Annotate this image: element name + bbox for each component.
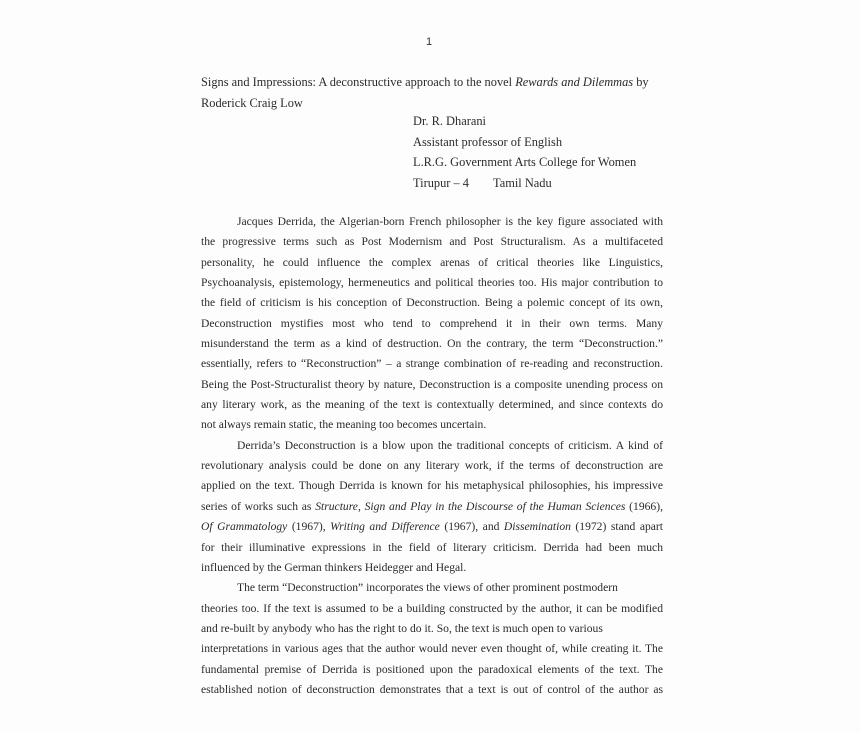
author-position: Assistant professor of English [413,134,563,149]
paragraph-1 [201,212,663,436]
text-line: revolutionary analysis could be done on any literary work, if the terms of deconstruction are [201,459,663,473]
text-line: for their illuminative expressions in the field of literary criticism. Derrida had been much [201,540,663,554]
paragraph-3 [201,578,663,700]
page-number: 1 [426,36,433,48]
author-block [413,111,636,193]
text-line: and re-built by anybody who has the right to do it. So, the text is much open to various [201,621,603,635]
text-line: The term “Deconstruction” incorporates the views of other prominent postmodern [237,581,618,595]
author-institution: L.R.G. Government Arts College for Women [413,155,637,169]
text-line: applied on the text. Though Derrida is known for his metaphysical philosophies, his impressive [201,479,663,493]
work-title: Of Grammatology [201,520,288,534]
text-line: Psychoanalysis, epistemology, hermeneutics and political theories too. His major contribution to [201,276,663,290]
document-title [201,72,671,113]
author-name: Dr. R. Dharani [413,114,486,128]
text-line: established notion of deconstruction demonstrates that a text is out of control of the author as [201,682,663,696]
text-fragment: (1967), [287,520,331,534]
paragraph-2 [201,436,663,578]
work-title: Writing and Difference [330,520,440,534]
work-title: Structure, Sign and Play in the Discourse of the Human Sciences [315,499,626,513]
author-city: Tirupur – 4 [413,175,469,190]
text-line: Being the Post-Structuralist theory by nature, Deconstruction is a composite unending process on [201,377,663,391]
text-line: any literary work, as the meaning of the text is contextually determined, and since contexts do [201,398,663,412]
title-novel-name: Rewards and Dilemmas [515,75,634,89]
text-fragment: series of works such as [201,499,316,513]
text-line: the progressive terms such as Post Modernism and Post Structuralism. As a multifaceted [201,235,663,249]
text-fragment: (1966), [625,499,663,513]
text-fragment: (1972) stand apart [570,520,663,534]
title-prefix: Signs and Impressions: A deconstructive approach to the novel [201,75,516,89]
text-line: misunderstand the term as a kind of destruction. On the contrary, the term “Deconstruction.” [201,337,663,351]
text-line: interpretations in various ages that the author would never even thought of, while creating it. The [201,642,663,656]
text-line: not always remain static, the meaning too becomes uncertain. [201,418,487,432]
body-text [201,212,663,700]
text-line: personality, he could influence the complex arenas of critical theories like Linguistics, [201,255,663,269]
author-state: Tamil Nadu [493,175,552,190]
title-suffix: by [633,75,649,89]
author-location [413,173,636,194]
text-line: influenced by the German thinkers Heidegger and Hegal. [201,560,467,574]
text-line [201,517,663,537]
text-fragment: (1967), and [439,520,504,534]
text-line: essentially, refers to “Reconstruction” – a strange combination of re-reading and reconstruction. [201,357,663,371]
work-title: Dissemination [503,520,571,534]
text-line: Derrida’s Deconstruction is a blow upon the traditional concepts of criticism. A kind of [237,438,663,452]
text-line: Deconstruction mystifies most who tend to comprehend it in their own terms. Many [201,316,663,330]
title-author-line: Roderick Craig Low [201,95,303,110]
text-line: the field of criticism is his conception of Deconstruction. Being a polemic concept of its own, [201,296,663,310]
text-line: theories too. If the text is assumed to be a building constructed by the author, it can be modified [201,601,663,615]
text-line [201,497,663,517]
text-line: fundamental premise of Derrida is positioned upon the paradoxical elements of the text. The [201,662,663,676]
text-line: Jacques Derrida, the Algerian-born French philosopher is the key figure associated with [237,215,663,228]
